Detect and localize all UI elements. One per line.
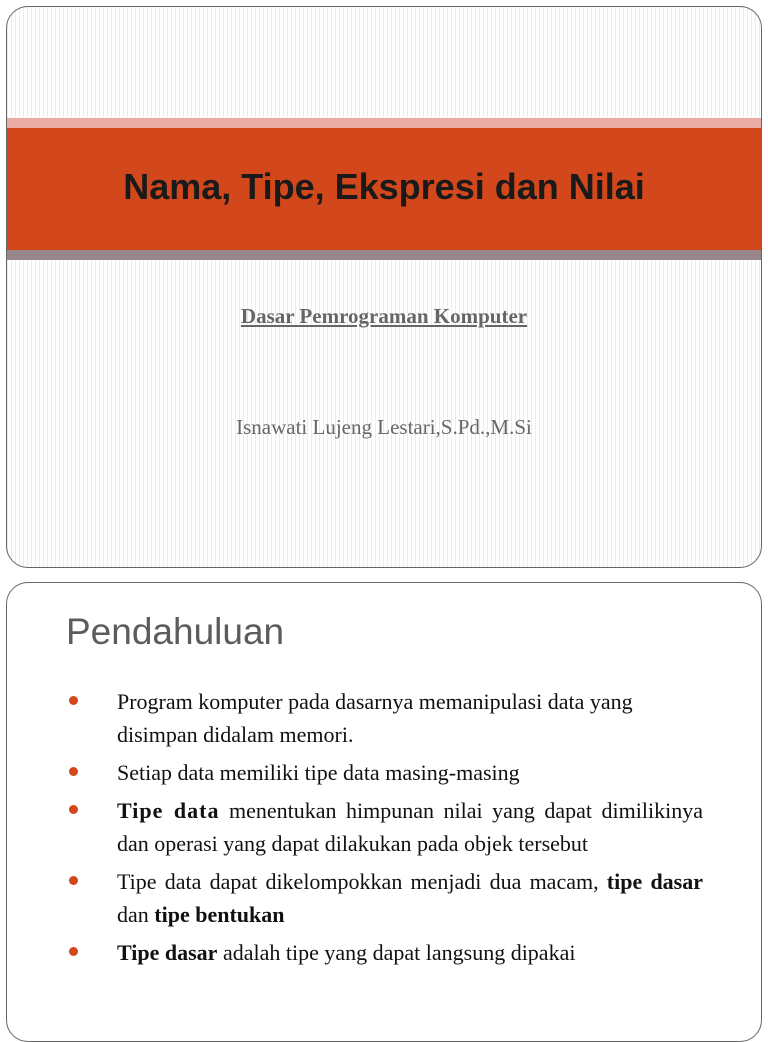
- bullet-icon: [69, 876, 78, 885]
- list-item: [61, 756, 703, 789]
- title-band-top: [7, 118, 761, 128]
- bullet-list: [61, 685, 703, 974]
- bullet-text: adalah tipe yang dapat langsung dipakai: [217, 940, 576, 965]
- list-item: [61, 794, 703, 860]
- bullet-icon: [69, 805, 78, 814]
- bullet-text: Program komputer pada dasarnya memanipulasi data yang disimpan didalam memori.: [117, 689, 633, 747]
- slide-subtitle: Dasar Pemrograman Komputer: [240, 304, 528, 328]
- bullet-icon: [69, 696, 78, 705]
- bullet-bold-text: Tipe dasar: [117, 940, 218, 965]
- list-item: [61, 936, 703, 969]
- bullet-text: menentukan himpunan nilai yang dapat dimilikinya dan operasi yang dapat dilakukan pada objek tersebut: [117, 798, 703, 856]
- title-slide: [6, 6, 762, 568]
- bullet-bold-text: Tipe data: [117, 798, 220, 823]
- title-band: [7, 128, 761, 250]
- content-slide: [6, 582, 762, 1042]
- bullet-text: Setiap data memiliki tipe data masing-masing: [117, 760, 520, 785]
- list-item: [61, 685, 703, 751]
- bullet-text: Tipe data dapat dikelompokkan menjadi dua macam,: [117, 869, 607, 894]
- bullet-bold-text: tipe bentukan: [154, 902, 285, 927]
- slide-title: Nama, Tipe, Ekspresi dan Nilai: [123, 166, 645, 207]
- bullet-text: dan: [117, 902, 155, 927]
- section-heading: Pendahuluan: [66, 611, 285, 652]
- title-band-bottom: [7, 250, 761, 260]
- bullet-icon: [69, 947, 78, 956]
- slide-author: Isnawati Lujeng Lestari,S.Pd.,M.Si: [236, 415, 532, 439]
- bullet-icon: [69, 767, 78, 776]
- bullet-bold-text: tipe dasar: [606, 869, 704, 894]
- list-item: [61, 865, 703, 931]
